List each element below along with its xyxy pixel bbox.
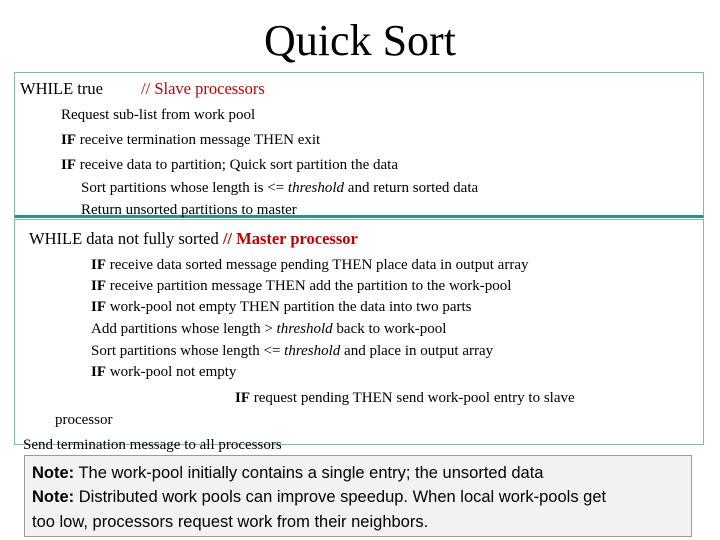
slave-line-1: Request sub-list from work pool xyxy=(61,107,256,123)
slave-line-3: IF receive data to partition; Quick sort partition the data xyxy=(61,157,398,173)
slave-line-4: Sort partitions whose length is <= threshold and return sorted data xyxy=(81,180,479,196)
note-3: too low, processors request work from their neighbors. xyxy=(32,513,429,531)
slave-header-keyword: WHILE true xyxy=(20,79,103,98)
master-line-6: IF work-pool not empty xyxy=(91,364,237,380)
slave-line-2: IF receive termination message THEN exit xyxy=(61,132,321,148)
master-header-keyword: WHILE data not fully sorted xyxy=(29,229,219,248)
master-line-7: IF request pending THEN send work-pool entry to slave xyxy=(235,390,575,406)
master-line-2: IF receive partition message THEN add the partition to the work-pool xyxy=(91,278,512,294)
master-line-3: IF work-pool not empty THEN partition the data into two parts xyxy=(91,299,472,315)
master-line-5: Sort partitions whose length <= threshold and place in output array xyxy=(91,343,494,359)
master-header xyxy=(29,229,358,249)
notes-box xyxy=(24,455,692,537)
page-title: Quick Sort xyxy=(264,16,456,65)
note-1: Note: The work-pool initially contains a single entry; the unsorted data xyxy=(32,464,544,482)
slave-header-comment: // Slave processors xyxy=(141,79,265,98)
master-header-comment: // Master processor xyxy=(222,229,358,248)
note-2: Note: Distributed work pools can improve speedup. When local work-pools get xyxy=(32,488,607,506)
slave-header xyxy=(20,79,265,99)
master-line-8: processor xyxy=(55,412,113,428)
master-line-1: IF receive data sorted message pending THEN place data in output array xyxy=(91,257,529,273)
slave-line-5: Return unsorted partitions to master xyxy=(81,202,297,218)
master-line-4: Add partitions whose length > threshold back to work-pool xyxy=(91,321,447,337)
master-line-9: Send termination message to all processors xyxy=(23,437,282,453)
